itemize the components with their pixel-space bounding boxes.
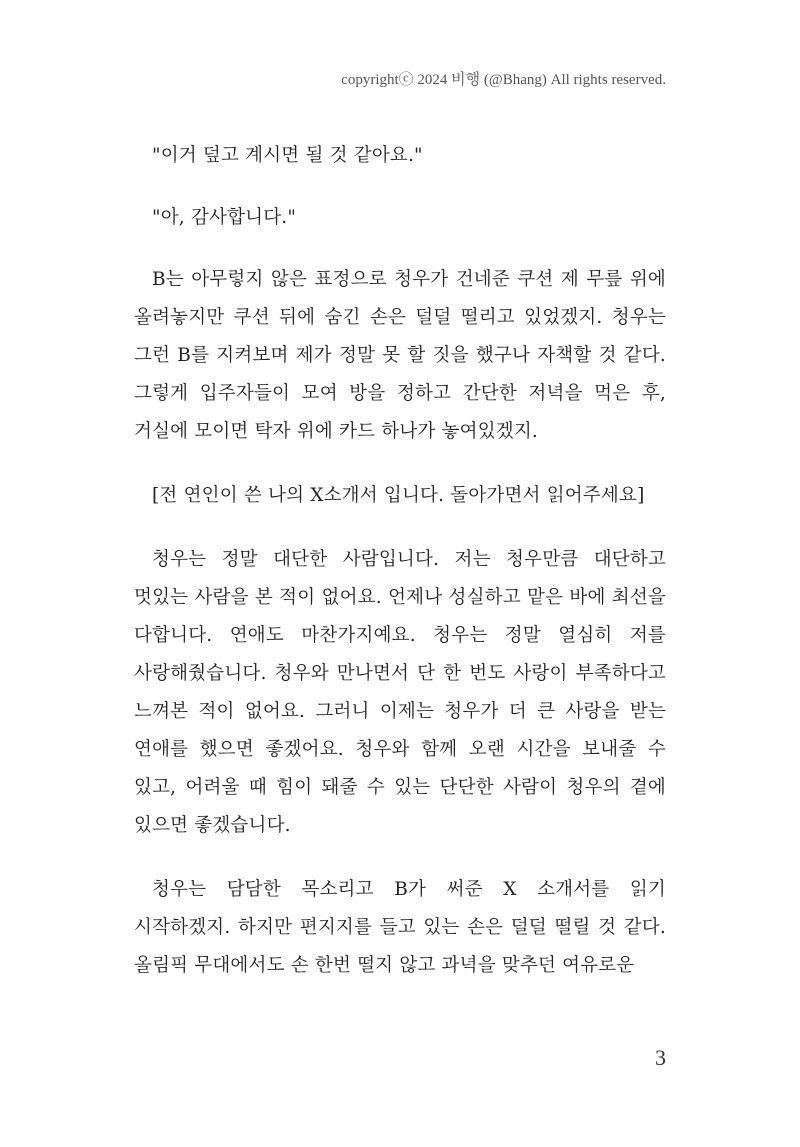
paragraph-narration-2: 청우는 담담한 목소리고 B가 써준 X 소개서를 읽기 시작하겠지. 하지만 편지지를 들고 있는 손은 덜덜 떨릴 것 같다. 올림픽 무대에서도 손 한번 떨지 않고 과녁을 맞추던 여유로운 [134, 879, 666, 976]
paragraph-narration-1: B는 아무렇지 않은 표정으로 청우가 건네준 쿠션 제 무릎 위에 올려놓지만 쿠션 뒤에 숨긴 손은 덜덜 떨리고 있었겠지. 청우는 그런 B를 지켜보며 제가 정말 못 할 짓을 했구나 자책할 것 같다. 그렇게 입주자들이 모여 방을 정하고 간단한 저녁을 먹은 후, 거실에 모이면 탁자 위에 카드 하나가 놓여있겠지. [134, 269, 666, 442]
body-text [134, 137, 666, 1011]
page-number: 3 [655, 1045, 666, 1070]
paragraph-letter: 청우는 정말 대단한 사람입니다. 저는 청우만큼 대단하고 멋있는 사람을 본 적이 없어요. 언제나 성실하고 맡은 바에 최선을 다합니다. 연애도 마찬가지예요. 청우는 정말 열심히 저를 사랑해줬습니다. 청우와 만나면서 단 한 번도 사랑이 부족하다고 느껴본 적이 없어요. 그러니 이제는 청우가 더 큰 사랑을 받는 연애를 했으면 좋겠어요. 청우와 함께 오랜 시간을 보내줄 수 있고, 어려울 때 힘이 돼줄 수 있는 단단한 사람이 청우의 곁에 있으면 좋겠습니다. [134, 549, 666, 836]
copyright-notice: copyrightⓒ 2024 비행 (@Bhang) All rights reserved. [341, 72, 666, 88]
dialog-line-2: "아, 감사합니다." [152, 207, 297, 228]
card-title: [전 연인이 쓴 나의 X소개서 입니다. 돌아가면서 읽어주세요] [152, 485, 645, 506]
dialog-line-1: "이거 덮고 계시면 될 것 같아요." [152, 145, 423, 166]
